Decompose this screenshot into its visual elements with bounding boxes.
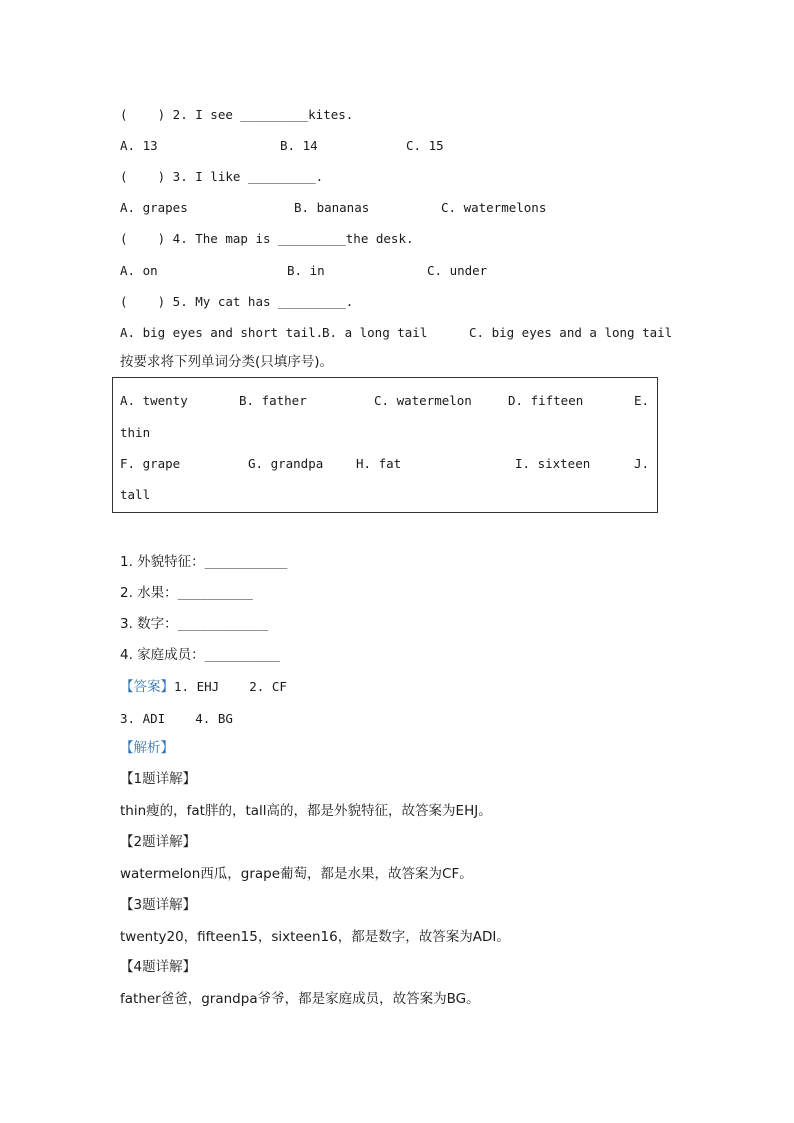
question-2-option-b: B. 14 (280, 138, 318, 153)
question-4-option-b: B. in (287, 263, 325, 278)
answer-tag: 【答案】 (120, 679, 174, 695)
question-4-stem: ( ) 4. The map is _________the desk. (120, 231, 414, 246)
word-j-text: tall (120, 487, 151, 502)
word-e-label: E. (634, 393, 650, 408)
word-d: D. fifteen (508, 393, 584, 408)
category-3-label: 3. 数字： (120, 616, 178, 632)
answer-line-2: 3. ADI 4. BG (120, 711, 233, 726)
analysis-item-3-title: 【3题详解】 (120, 897, 197, 913)
word-j-label: J. (634, 456, 650, 471)
question-4-option-a: A. on (120, 263, 158, 278)
word-c: C. watermelon (374, 393, 472, 408)
category-2-blank: __________ (177, 585, 253, 600)
category-4-blank: __________ (204, 647, 280, 662)
classification-instruction: 按要求将下列单词分类(只填序号)。 (120, 354, 334, 370)
analysis-item-3-text: twenty20，fifteen15，sixteen16，都是数字，故答案为ADI。 (120, 929, 510, 945)
question-4-option-c: C. under (427, 263, 488, 278)
question-5-option-a: A. big eyes and short tail. (120, 325, 324, 340)
analysis-item-4-title: 【4题详解】 (120, 959, 197, 975)
word-f: F. grape (120, 456, 181, 471)
answer-line-1 (120, 677, 287, 696)
question-2-option-c: C. 15 (406, 138, 444, 153)
question-5-option-c: C. big eyes and a long tail (469, 325, 673, 340)
category-1 (120, 553, 287, 571)
category-4 (120, 646, 280, 664)
word-e-text: thin (120, 425, 151, 440)
question-3-option-b: B. bananas (294, 200, 370, 215)
answer-text-1: 1. EHJ 2. CF (174, 679, 287, 694)
question-5-option-b: B. a long tail (322, 325, 428, 340)
word-i: I. sixteen (515, 456, 591, 471)
category-1-label: 1. 外貌特征： (120, 554, 205, 570)
category-3-blank: ____________ (177, 616, 268, 631)
question-2-stem: ( ) 2. I see _________kites. (120, 107, 354, 122)
category-3 (120, 615, 268, 633)
category-1-blank: ___________ (204, 554, 288, 569)
analysis-item-2-title: 【2题详解】 (120, 834, 197, 850)
analysis-item-1-text: thin瘦的，fat胖的，tall高的，都是外貌特征，故答案为EHJ。 (120, 803, 492, 819)
analysis-item-4-text: father爸爸，grandpa爷爷，都是家庭成员，故答案为BG。 (120, 991, 480, 1007)
category-2 (120, 584, 253, 602)
category-2-label: 2. 水果： (120, 585, 178, 601)
question-2-option-a: A. 13 (120, 138, 158, 153)
category-4-label: 4. 家庭成员： (120, 647, 205, 663)
analysis-tag: 【解析】 (120, 740, 174, 756)
analysis-item-2-text: watermelon西瓜，grape葡萄，都是水果，故答案为CF。 (120, 866, 473, 882)
word-h: H. fat (356, 456, 402, 471)
question-3-stem: ( ) 3. I like _________. (120, 169, 324, 184)
word-b: B. father (239, 393, 307, 408)
question-3-option-a: A. grapes (120, 200, 188, 215)
word-a: A. twenty (120, 393, 188, 408)
question-3-option-c: C. watermelons (441, 200, 547, 215)
analysis-item-1-title: 【1题详解】 (120, 771, 197, 787)
question-5-stem: ( ) 5. My cat has _________. (120, 294, 354, 309)
word-g: G. grandpa (248, 456, 324, 471)
